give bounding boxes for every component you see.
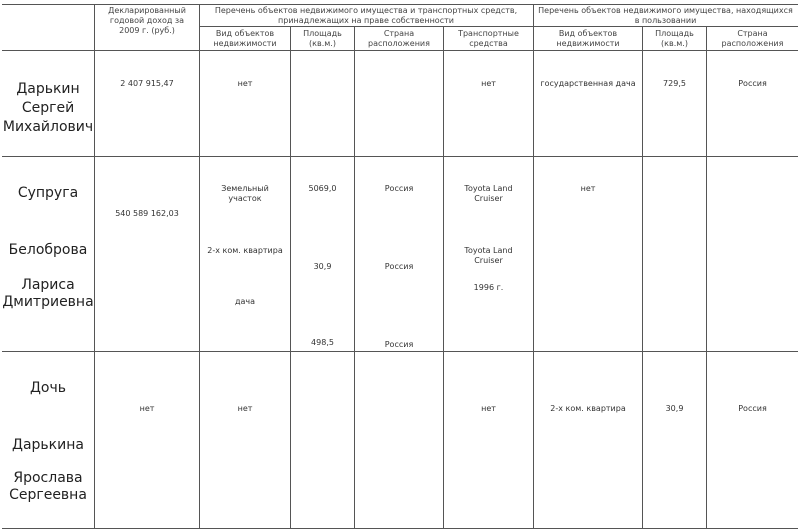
grid-line [2,156,798,157]
header-used-area: Площадь (кв.м.) [655,29,694,48]
person-name-line: Ярослава [13,470,83,486]
person-name [2,80,94,137]
used-area-value: 729,5 [663,79,686,88]
grid-line [2,4,798,5]
grid-line [2,351,798,352]
grid-line [533,4,534,529]
owned-area-value: 5069,0 [308,184,337,193]
grid-line [642,26,643,529]
header-owned-type: Вид объектов недвижимости [213,29,277,48]
header-used-type: Вид объектов недвижимости [556,29,620,48]
vehicle-value: нет [481,79,496,88]
grid-line [706,26,707,529]
grid-line [94,4,95,529]
used-type-value: государственная дача [540,79,636,88]
owned-country-value: Россия [384,184,414,193]
used-type-value: нет [580,184,596,193]
income-value: нет [139,404,155,413]
owned-country-value: Россия [384,340,414,349]
vehicle-value: 1996 г. [473,283,504,292]
name-line: Михайлович [2,119,94,135]
grid-line [199,4,200,529]
owned-area-value: 30,9 [313,262,332,271]
person-name-line: Супруга [17,185,79,201]
income-value: 540 589 162,03 [115,209,179,218]
vehicle-value: Toyota Land Cruiser [464,246,513,265]
person-name-line: Сергеевна [9,487,87,503]
grid-line [2,528,798,529]
person-name-line: Дарькина [12,437,84,453]
income-value: 2 407 915,47 [120,79,174,88]
owned-type-value: нет [237,79,253,88]
person-name-line: Лариса [21,277,75,293]
grid-line [443,26,444,529]
person-name-line: Дочь [29,380,67,396]
grid-line [354,26,355,529]
owned-type-value: дача [234,297,256,306]
name-line: Сергей [21,100,75,116]
vehicle-value: нет [481,404,496,413]
used-country-value: Россия [738,79,767,88]
header-used-group: Перечень объектов недвижимого имущества, находящихся в пользовании [538,6,793,25]
owned-type-value: Земельный участок [221,184,269,203]
person-name-line: Дмитриевна [2,294,94,310]
header-income: Декларированный годовой доход за 2009 г. (руб.) [108,6,186,35]
used-area-value: 30,9 [665,404,684,413]
name-line: Дарькин [16,81,80,97]
grid-line [290,26,291,529]
header-owned-country: Страна расположения [368,29,430,48]
grid-line [199,26,798,27]
owned-area-value: 498,5 [311,338,334,347]
owned-country-value: Россия [384,262,414,271]
used-country-value: Россия [738,404,767,413]
header-owned-group: Перечень объектов недвижимого имущества и транспортных средств, принадлежащих на праве собственности [214,6,518,25]
used-type-value: 2-х ком. квартира [550,404,626,413]
header-vehicles: Транспортные средства [458,29,519,48]
owned-type-value: 2-х ком. квартира [207,246,283,255]
vehicle-value: Toyota Land Cruiser [464,184,513,203]
person-name-line: Белоброва [8,242,88,258]
owned-type-value: нет [237,404,253,413]
grid-line [2,50,798,51]
header-owned-area: Площадь (кв.м.) [303,29,342,48]
header-used-country: Страна расположения [721,29,784,48]
